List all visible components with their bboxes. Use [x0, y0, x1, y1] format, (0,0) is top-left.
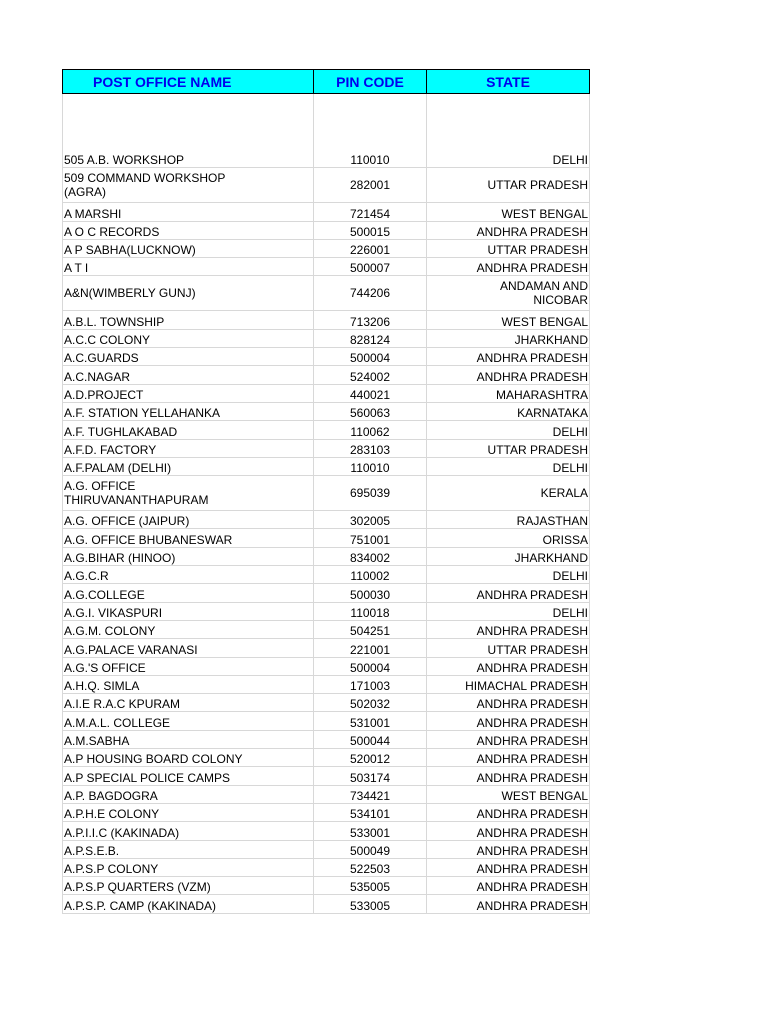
pin-code-cell[interactable]: 221001	[314, 639, 427, 657]
post-office-name-cell[interactable]: A.G. OFFICE THIRUVANANTHAPURAM	[63, 476, 314, 511]
post-office-name-cell[interactable]: A.P HOUSING BOARD COLONY	[63, 749, 314, 767]
state-cell[interactable]: DELHI	[427, 421, 590, 439]
state-cell[interactable]: RAJASTHAN	[427, 511, 590, 529]
table-row	[63, 602, 590, 620]
state-cell[interactable]: UTTAR PRADESH	[427, 439, 590, 457]
post-office-name-cell[interactable]: A.P SPECIAL POLICE CAMPS	[63, 767, 314, 785]
state-cell[interactable]: UTTAR PRADESH	[427, 639, 590, 657]
table-row	[63, 239, 590, 257]
post-office-name-cell[interactable]: A.G.BIHAR (HINOO)	[63, 547, 314, 565]
pin-code-cell[interactable]: 500004	[314, 348, 427, 366]
table-row	[63, 221, 590, 239]
post-office-name-cell[interactable]: A.M.A.L. COLLEGE	[63, 712, 314, 730]
pin-code-cell[interactable]: 751001	[314, 529, 427, 547]
pin-code-cell[interactable]: 504251	[314, 620, 427, 638]
post-office-name-cell[interactable]: A.P.S.P. CAMP (KAKINADA)	[63, 895, 314, 913]
post-office-name-cell[interactable]: A.C.NAGAR	[63, 366, 314, 384]
post-office-name-cell[interactable]: A.P.S.P COLONY	[63, 858, 314, 876]
post-office-name-cell[interactable]: A.G.'S OFFICE	[63, 657, 314, 675]
post-office-name-cell[interactable]: A.G.M. COLONY	[63, 620, 314, 638]
state-cell[interactable]: ANDHRA PRADESH	[427, 749, 590, 767]
table-row	[63, 511, 590, 529]
pin-code-cell[interactable]: 534101	[314, 803, 427, 821]
post-office-name-cell[interactable]: A O C RECORDS	[63, 221, 314, 239]
post-office-name-cell[interactable]: A.D.PROJECT	[63, 384, 314, 402]
table-row	[63, 150, 590, 168]
post-office-name-cell[interactable]: 505 A.B. WORKSHOP	[63, 150, 314, 168]
pin-code-cell[interactable]: 110010	[314, 457, 427, 475]
pin-code-cell[interactable]: 533001	[314, 822, 427, 840]
pin-code-cell[interactable]: 695039	[314, 476, 427, 511]
pin-code-cell[interactable]: 500044	[314, 730, 427, 748]
pin-code-cell[interactable]: 503174	[314, 767, 427, 785]
pin-code-cell[interactable]: 500030	[314, 584, 427, 602]
table-row	[63, 421, 590, 439]
pin-code-cell[interactable]: 110062	[314, 421, 427, 439]
table-row	[63, 402, 590, 420]
state-cell[interactable]: WEST BENGAL	[427, 311, 590, 329]
post-office-name-cell[interactable]: A&N(WIMBERLY GUNJ)	[63, 276, 314, 311]
post-office-name-cell[interactable]: A.F.PALAM (DELHI)	[63, 457, 314, 475]
pin-code-cell[interactable]: 531001	[314, 712, 427, 730]
pin-code-cell[interactable]: 535005	[314, 877, 427, 895]
pin-code-cell[interactable]: 560063	[314, 402, 427, 420]
table-row	[63, 639, 590, 657]
post-office-name-cell[interactable]: A.G.I. VIKASPURI	[63, 602, 314, 620]
state-cell[interactable]: ANDHRA PRADESH	[427, 730, 590, 748]
state-cell[interactable]: ANDHRA PRADESH	[427, 221, 590, 239]
state-cell[interactable]: DELHI	[427, 566, 590, 584]
table-row	[63, 566, 590, 584]
blank-cell[interactable]	[427, 94, 590, 151]
table-row	[63, 203, 590, 221]
post-office-name-cell[interactable]: A T I	[63, 258, 314, 276]
table-row	[63, 749, 590, 767]
post-office-name-cell[interactable]: A.G. OFFICE BHUBANESWAR	[63, 529, 314, 547]
post-office-table	[62, 69, 590, 914]
table-row	[63, 329, 590, 347]
state-cell[interactable]: DELHI	[427, 602, 590, 620]
state-cell[interactable]: DELHI	[427, 457, 590, 475]
post-office-name-cell[interactable]: A.P. BAGDOGRA	[63, 785, 314, 803]
table-row	[63, 366, 590, 384]
state-cell[interactable]: WEST BENGAL	[427, 785, 590, 803]
post-office-name-cell[interactable]: A.G.PALACE VARANASI	[63, 639, 314, 657]
pin-code-cell[interactable]: 110018	[314, 602, 427, 620]
header-row	[63, 70, 590, 94]
table-row	[63, 457, 590, 475]
table-row	[63, 547, 590, 565]
post-office-name-cell[interactable]: A.B.L. TOWNSHIP	[63, 311, 314, 329]
pin-code-cell[interactable]: 283103	[314, 439, 427, 457]
post-office-name-cell[interactable]: A.F.D. FACTORY	[63, 439, 314, 457]
post-office-name-cell[interactable]: 509 COMMAND WORKSHOP (AGRA)	[63, 168, 314, 203]
table-row	[63, 675, 590, 693]
table-row	[63, 730, 590, 748]
state-cell[interactable]: ANDHRA PRADESH	[427, 712, 590, 730]
pin-code-cell[interactable]: 734421	[314, 785, 427, 803]
post-office-name-cell[interactable]: A.F. TUGHLAKABAD	[63, 421, 314, 439]
post-office-name-cell[interactable]: A.P.S.E.B.	[63, 840, 314, 858]
table-row	[63, 767, 590, 785]
table-row	[63, 476, 590, 511]
table-row	[63, 694, 590, 712]
state-cell[interactable]: HIMACHAL PRADESH	[427, 675, 590, 693]
state-cell[interactable]: ANDHRA PRADESH	[427, 803, 590, 821]
state-cell[interactable]: ANDHRA PRADESH	[427, 584, 590, 602]
state-cell[interactable]: ANDHRA PRADESH	[427, 657, 590, 675]
table-row	[63, 168, 590, 203]
state-cell[interactable]: ANDHRA PRADESH	[427, 840, 590, 858]
table-row	[63, 584, 590, 602]
state-cell[interactable]: ANDAMAN AND NICOBAR	[427, 276, 590, 311]
state-cell[interactable]: UTTAR PRADESH	[427, 239, 590, 257]
post-office-name-cell[interactable]: A.I.E R.A.C KPURAM	[63, 694, 314, 712]
header-post-office-name[interactable]: POST OFFICE NAME	[63, 70, 314, 94]
post-office-name-cell[interactable]: A.M.SABHA	[63, 730, 314, 748]
state-cell[interactable]: ANDHRA PRADESH	[427, 822, 590, 840]
post-office-name-cell[interactable]: A P SABHA(LUCKNOW)	[63, 239, 314, 257]
pin-code-cell[interactable]: 713206	[314, 311, 427, 329]
table-body	[63, 94, 590, 914]
state-cell[interactable]: ANDHRA PRADESH	[427, 348, 590, 366]
state-cell[interactable]: MAHARASHTRA	[427, 384, 590, 402]
state-cell[interactable]: DELHI	[427, 150, 590, 168]
state-cell[interactable]: ANDHRA PRADESH	[427, 620, 590, 638]
state-cell[interactable]: ANDHRA PRADESH	[427, 858, 590, 876]
post-office-name-cell[interactable]: A.F. STATION YELLAHANKA	[63, 402, 314, 420]
state-cell[interactable]: ANDHRA PRADESH	[427, 767, 590, 785]
table-row	[63, 258, 590, 276]
post-office-name-cell[interactable]: A.G. OFFICE (JAIPUR)	[63, 511, 314, 529]
table-row	[63, 529, 590, 547]
table-row	[63, 439, 590, 457]
table-row	[63, 712, 590, 730]
table-row	[63, 785, 590, 803]
table-row	[63, 311, 590, 329]
pin-code-cell[interactable]: 282001	[314, 168, 427, 203]
table-row	[63, 858, 590, 876]
pin-code-cell[interactable]: 302005	[314, 511, 427, 529]
state-cell[interactable]: KERALA	[427, 476, 590, 511]
pin-code-cell[interactable]: 524002	[314, 366, 427, 384]
pin-code-cell[interactable]: 502032	[314, 694, 427, 712]
table-row	[63, 877, 590, 895]
pin-code-cell[interactable]: 171003	[314, 675, 427, 693]
spreadsheet	[62, 69, 590, 914]
state-cell[interactable]: WEST BENGAL	[427, 203, 590, 221]
table-row	[63, 620, 590, 638]
post-office-name-cell[interactable]: A.H.Q. SIMLA	[63, 675, 314, 693]
table-row	[63, 384, 590, 402]
post-office-name-cell[interactable]: A MARSHI	[63, 203, 314, 221]
table-row	[63, 803, 590, 821]
pin-code-cell[interactable]: 440021	[314, 384, 427, 402]
pin-code-cell[interactable]: 744206	[314, 276, 427, 311]
post-office-name-cell[interactable]: A.P.I.I.C (KAKINADA)	[63, 822, 314, 840]
table-row	[63, 348, 590, 366]
table-row	[63, 895, 590, 913]
pin-code-cell[interactable]: 500015	[314, 221, 427, 239]
post-office-name-cell[interactable]: A.G.COLLEGE	[63, 584, 314, 602]
pin-code-cell[interactable]: 226001	[314, 239, 427, 257]
table-row	[63, 657, 590, 675]
state-cell[interactable]: ANDHRA PRADESH	[427, 366, 590, 384]
state-cell[interactable]: ANDHRA PRADESH	[427, 694, 590, 712]
pin-code-cell[interactable]: 721454	[314, 203, 427, 221]
post-office-name-cell[interactable]: A.G.C.R	[63, 566, 314, 584]
post-office-name-cell[interactable]: A.C.C COLONY	[63, 329, 314, 347]
post-office-name-cell[interactable]: A.C.GUARDS	[63, 348, 314, 366]
pin-code-cell[interactable]: 110010	[314, 150, 427, 168]
blank-cell[interactable]	[314, 94, 427, 151]
post-office-name-cell[interactable]: A.P.S.P QUARTERS (VZM)	[63, 877, 314, 895]
table-row	[63, 276, 590, 311]
state-cell[interactable]: ORISSA	[427, 529, 590, 547]
state-cell[interactable]: ANDHRA PRADESH	[427, 895, 590, 913]
header-state[interactable]: STATE	[427, 70, 590, 94]
pin-code-cell[interactable]: 110002	[314, 566, 427, 584]
pin-code-cell[interactable]: 500049	[314, 840, 427, 858]
pin-code-cell[interactable]: 828124	[314, 329, 427, 347]
header-pin-code[interactable]: PIN CODE	[314, 70, 427, 94]
state-cell[interactable]: KARNATAKA	[427, 402, 590, 420]
state-cell[interactable]: ANDHRA PRADESH	[427, 258, 590, 276]
state-cell[interactable]: UTTAR PRADESH	[427, 168, 590, 203]
table-row	[63, 840, 590, 858]
table-row	[63, 822, 590, 840]
blank-cell[interactable]	[63, 94, 314, 151]
pin-code-cell[interactable]: 520012	[314, 749, 427, 767]
blank-row	[63, 94, 590, 151]
post-office-name-cell[interactable]: A.P.H.E COLONY	[63, 803, 314, 821]
pin-code-cell[interactable]: 533005	[314, 895, 427, 913]
state-cell[interactable]: JHARKHAND	[427, 547, 590, 565]
pin-code-cell[interactable]: 834002	[314, 547, 427, 565]
state-cell[interactable]: JHARKHAND	[427, 329, 590, 347]
pin-code-cell[interactable]: 500007	[314, 258, 427, 276]
state-cell[interactable]: ANDHRA PRADESH	[427, 877, 590, 895]
pin-code-cell[interactable]: 522503	[314, 858, 427, 876]
pin-code-cell[interactable]: 500004	[314, 657, 427, 675]
